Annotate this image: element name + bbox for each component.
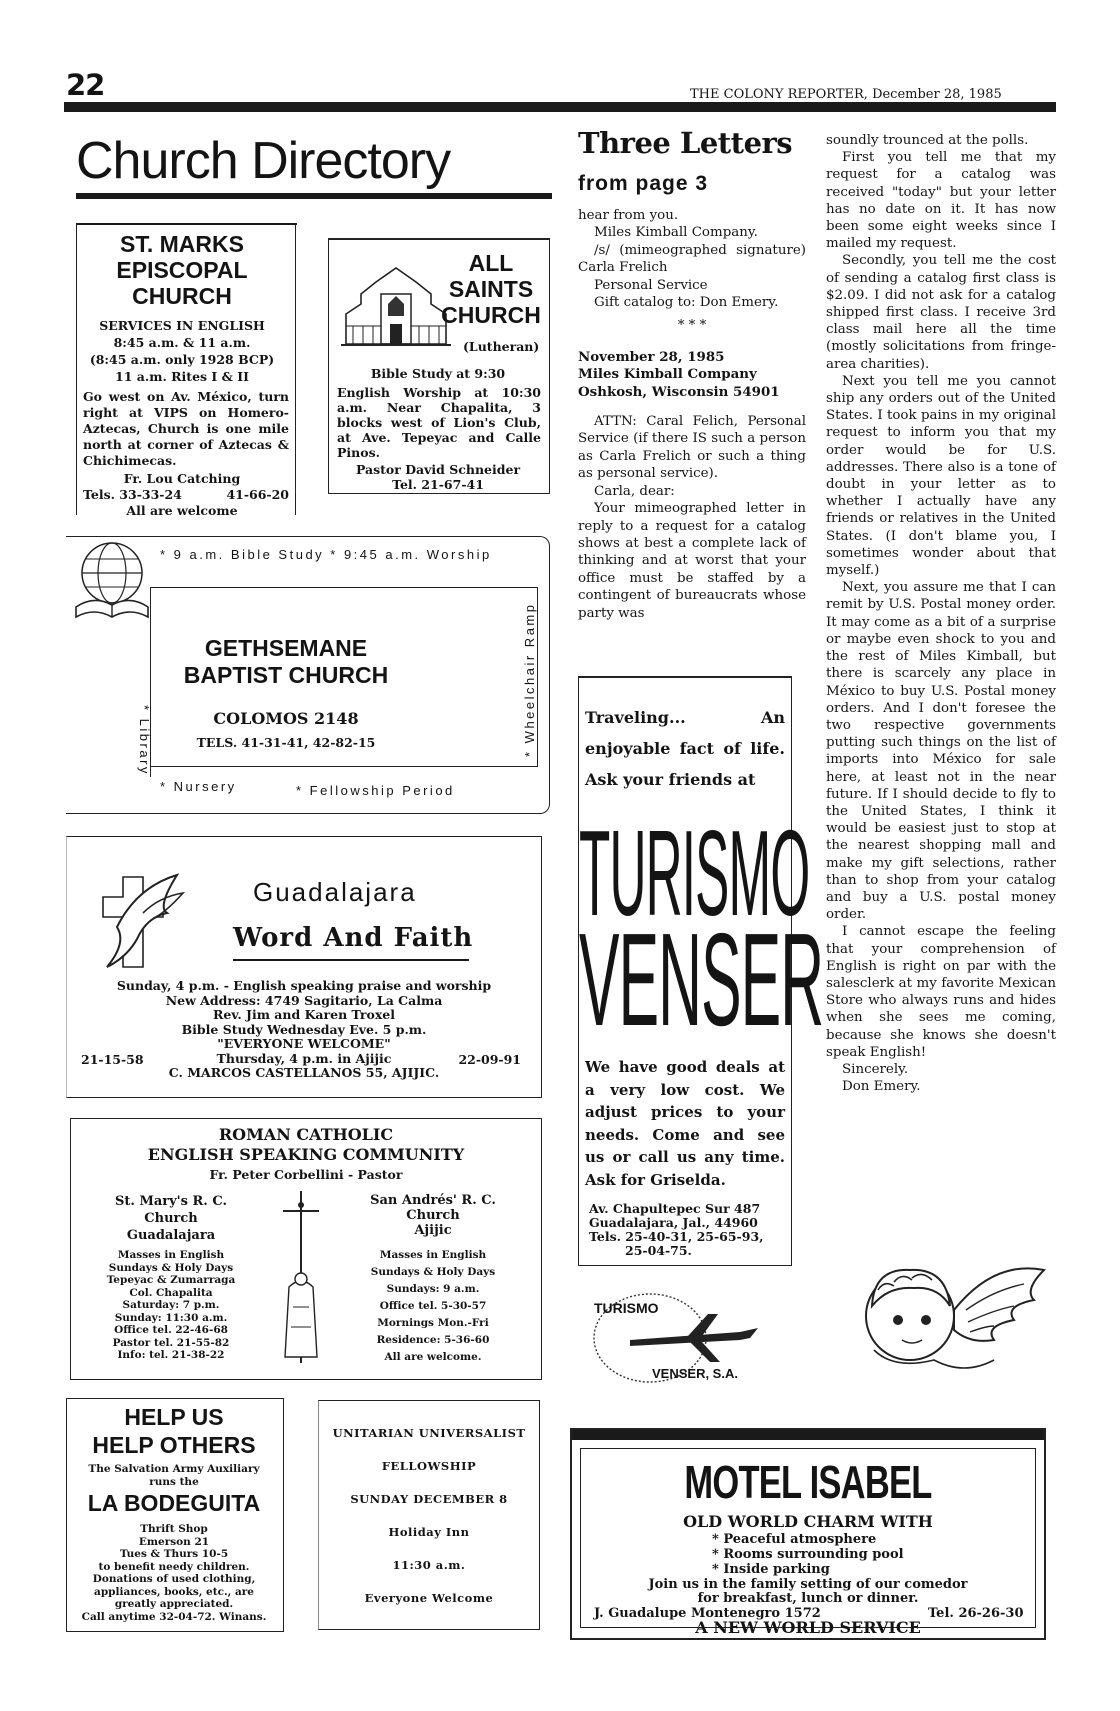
rc-right-detail-5: Mornings Mon.-Fri	[377, 1317, 489, 1329]
col2-para-6: I cannot escape the feeling that your comprehension of English is right on par with the salesclerk at my favorite Mexican Store who always runs and hides when she sees me coming, because she knows she doesn't speak English!	[826, 924, 1056, 1060]
st-marks-time-3: 11 a.m. Rites I & II	[115, 369, 249, 384]
st-marks-top-rule	[77, 223, 297, 225]
gethsemane-fellowship: * Fellowship Period	[296, 783, 455, 798]
word-faith-tel-left: 21-15-58	[81, 1052, 144, 1067]
rc-title-1: ROMAN CATHOLIC	[218, 1125, 394, 1144]
col2-para-2: First you tell me that my request for a catalog was received "today" but your letter has no date on it. It has now been some eight weeks since I mailed my request.	[826, 150, 1056, 252]
rc-pastor: Fr. Peter Corbellini - Pastor	[209, 1167, 403, 1182]
word-faith-line-5: "EVERYONE WELCOME"	[217, 1036, 391, 1051]
word-faith-line-1: Sunday, 4 p.m. - English speaking praise and worship	[116, 978, 492, 993]
rc-right-name-3: Ajijic	[414, 1223, 452, 1238]
col2-para-3: Secondly, you tell me the cost of sending a catalog first class is $2.09. I did not ask for a catalog shipped first class. I receive 3rd class mail here all the time (mostly solicitations from fringe-area charities).	[826, 253, 1056, 372]
rc-right-detail-6: Residence: 5-36-60	[376, 1334, 490, 1346]
letter2-date: November 28, 1985	[578, 348, 725, 365]
st-marks-services-heading: SERVICES IN ENGLISH	[99, 318, 265, 333]
st-marks-tels-2: 41-66-20	[226, 487, 289, 502]
gethsemane-tels: TELS. 41-31-41, 42-82-15	[196, 735, 376, 750]
st-marks-name-2: EPISCOPAL	[116, 257, 248, 283]
rc-right-name-1: San Andrés' R. C.	[370, 1193, 496, 1208]
word-faith-title-1: Guadalajara	[253, 877, 417, 907]
gethsemane-ad	[66, 536, 550, 814]
turismo-ad	[578, 676, 824, 1266]
motel-bullet-2: * Rooms surrounding pool	[712, 1547, 904, 1562]
rc-left-detail-4: Col. Chapalita	[129, 1286, 213, 1299]
rc-left-name-3: Guadalajara	[126, 1228, 216, 1243]
st-marks-welcome: All are welcome	[126, 503, 238, 518]
help-us-detail-6: Call anytime 32-04-72. Winans.	[81, 1610, 267, 1623]
rc-right-detail-7: All are welcome.	[384, 1351, 482, 1363]
word-faith-rule	[233, 959, 469, 961]
letter1-line-3: /s/ (mimeographed signature) Carla Frelich	[578, 242, 806, 276]
motel-bullet-3: * Inside parking	[712, 1562, 830, 1577]
turismo-address-2: Guadalajara, Jal., 44960	[589, 1215, 758, 1230]
church-building-icon	[341, 264, 451, 346]
motel-invite-1: Join us in the family setting of our comedor	[648, 1577, 968, 1592]
help-us-title-2: HELP OTHERS	[92, 1432, 256, 1458]
st-marks-ad	[76, 223, 296, 518]
unitarian-line-3: SUNDAY DECEMBER 8	[350, 1492, 508, 1506]
col2-para-1: soundly trounced at the polls.	[826, 133, 1029, 148]
rc-left-detail-1: Masses in English	[117, 1249, 225, 1261]
help-us-title-1: HELP US	[124, 1404, 224, 1430]
gethsemane-top-line: * 9 a.m. Bible Study * 9:45 a.m. Worship	[160, 547, 492, 562]
motel-tagline: OLD WORLD CHARM WITH	[683, 1512, 933, 1531]
turismo-logo	[590, 1288, 770, 1388]
unitarian-line-5: 11:30 a.m.	[392, 1558, 466, 1572]
help-us-detail-2: Emerson 21	[138, 1535, 210, 1548]
all-saints-ad	[328, 238, 550, 494]
letter2-city: Oshkosh, Wisconsin 54901	[578, 383, 780, 400]
letter1-line-5: Gift catalog to: Don Emery.	[594, 295, 779, 311]
gethsemane-library: * Library	[137, 705, 152, 776]
help-us-sub-1: The Salvation Army Auxiliary	[88, 1463, 260, 1475]
rc-right-detail-2: Sundays & Holy Days	[370, 1266, 496, 1278]
all-saints-denomination: (Lutheran)	[463, 339, 540, 354]
page-number: 22	[66, 68, 105, 102]
gethsemane-address: COLOMOS 2148	[213, 709, 359, 728]
all-saints-name-2: SAINTS	[448, 276, 534, 302]
gethsemane-name-1: GETHSEMANE	[204, 635, 368, 661]
rc-right-detail-1: Masses in English	[379, 1249, 487, 1261]
rc-left-detail-5: Saturday: 7 p.m.	[122, 1299, 220, 1311]
page-title: Church Directory	[76, 132, 451, 190]
motel-address: J. Guadalupe Montenegro 1572	[594, 1606, 821, 1621]
title-rule	[76, 193, 552, 199]
turismo-logo-bottom: VENSER, S.A.	[652, 1366, 738, 1381]
motel-slogan: A NEW WORLD SERVICE	[695, 1618, 921, 1637]
letter1-line-1: hear from you.	[578, 208, 679, 223]
crucifix-icon	[271, 1187, 331, 1367]
turismo-big-1: TURISMO	[579, 805, 810, 941]
word-faith-line-7: C. MARCOS CASTELLANOS 55, AJIJIC.	[168, 1065, 440, 1080]
help-us-name: LA BODEGUITA	[87, 1490, 261, 1516]
letter2-attn: ATTN: Caral Felich, Personal Service (if there IS such a person as Carla Frelich or such a thing as personal service).	[578, 414, 806, 482]
col2-para-5: Next, you assure me that I can remit by U.S. Postal money order. It may come as a bit of a surprise or maybe even shock to you and the rest of Miles Kimball, but there is scarcely any place in México to buy U.S. Postal money orders. And I don't foresee the two respective governments putting such things on the list of imports into México for sale here, at least not in the near future. If I should decide to fly to the United States, I think it would be easiest just to stop at the nearest shopping mall and make my gift selections, rather than to shop from your catalog and buy a U.S. postal money order.	[826, 580, 1056, 923]
gethsemane-nursery: * Nursery	[160, 779, 237, 794]
publication-line: THE COLONY REPORTER, December 28, 1985	[690, 87, 1002, 102]
word-faith-line-6: Thursday, 4 p.m. in Ajijic	[216, 1050, 392, 1066]
word-faith-line-3: Rev. Jim and Karen Troxel	[213, 1007, 395, 1022]
rc-left-detail-3: Tepeyac & Zumarraga	[106, 1274, 236, 1286]
turismo-address-1: Av. Chapultepec Sur 487	[589, 1201, 761, 1216]
rc-right-detail-3: Sundays: 9 a.m.	[386, 1283, 480, 1295]
gethsemane-wheelchair: * Wheelchair Ramp	[522, 602, 537, 757]
all-saints-worship: English Worship at 10:30 a.m. Near Chapalita, 3 blocks west of Lion's Club, at Ave. Tepeyac and Calle Pinos.	[337, 385, 541, 460]
letter2-para-1: Your mimeographed letter in reply to a request for a catalog shows at best a complete lack of thinking and at worst that your office must be staffed by a contingent of bureaucrats whose party was	[578, 501, 806, 621]
gethsemane-name-2: BAPTIST CHURCH	[183, 662, 389, 688]
article-headline: Three Letters	[578, 126, 793, 160]
angel-illustration	[854, 1250, 1054, 1380]
rc-right-name-2: Church	[406, 1208, 460, 1223]
rc-left-detail-9: Info: tel. 21-38-22	[117, 1349, 225, 1361]
turismo-body: We have good deals at a very low cost. We adjust prices to your needs. Come and see us or call us any time. Ask for Griselda.	[585, 1058, 785, 1189]
word-faith-title-2: Word And Faith	[233, 923, 474, 953]
st-marks-time-1: 8:45 a.m. & 11 a.m.	[113, 335, 251, 350]
help-us-detail-5: Donations of used clothing, appliances, books, etc., are greatly appreciated.	[92, 1573, 256, 1610]
unitarian-line-2: FELLOWSHIP	[381, 1459, 477, 1473]
closing-sincerely: Sincerely.	[842, 1061, 909, 1077]
rc-left-detail-6: Sunday: 11:30 a.m.	[114, 1311, 228, 1324]
st-marks-time-2: (8:45 a.m. only 1928 BCP)	[89, 352, 275, 367]
unitarian-line-6: Everyone Welcome	[364, 1591, 494, 1605]
rc-left-detail-2: Sundays & Holy Days	[108, 1261, 234, 1274]
help-us-detail-3: Tues & Thurs 10-5	[119, 1548, 229, 1560]
rc-title-2: ENGLISH SPEAKING COMMUNITY	[147, 1145, 465, 1164]
rc-left-name-2: Church	[144, 1211, 198, 1226]
word-faith-ad	[66, 836, 542, 1098]
letter2-salutation: Carla, dear:	[594, 483, 675, 499]
section-stars: * * *	[677, 318, 707, 334]
motel-invite-2: for breakfast, lunch or dinner.	[697, 1591, 919, 1606]
rc-left-detail-7: Office tel. 22-46-68	[114, 1324, 228, 1336]
rc-right-detail-4: Office tel. 5-30-57	[379, 1300, 487, 1312]
help-us-ad	[66, 1398, 284, 1632]
help-us-sub-2: runs the	[149, 1475, 199, 1488]
header-rule	[64, 102, 1056, 112]
st-marks-name-3: CHURCH	[132, 283, 232, 309]
st-marks-priest: Fr. Lou Catching	[123, 471, 241, 486]
letter1-line-4: Personal Service	[594, 277, 708, 293]
help-us-detail-4: to benefit needy children.	[98, 1560, 250, 1573]
all-saints-tel: Tel. 21-67-41	[392, 477, 484, 492]
st-marks-directions: Go west on Av. México, turn right at VIPS on Homero-Aztecas, Church is one mile north at corner of Aztecas & Chichimecas.	[83, 389, 289, 468]
letter2-company: Miles Kimball Company	[578, 366, 757, 383]
help-us-detail-1: Thrift Shop	[140, 1523, 208, 1535]
word-faith-line-2: New Address: 4749 Sagitario, La Calma	[165, 992, 443, 1008]
closing-signature: Don Emery.	[842, 1079, 921, 1095]
roman-catholic-ad	[70, 1118, 542, 1380]
motel-name: MOTEL ISABEL	[684, 1456, 932, 1508]
turismo-big-2: VENSER	[579, 906, 824, 1053]
motel-tel: Tel. 26-26-30	[928, 1606, 1024, 1621]
all-saints-name-3: CHURCH	[441, 302, 541, 328]
motel-bullet-1: * Peaceful atmosphere	[712, 1532, 877, 1547]
turismo-intro: Traveling... An enjoyable fact of life. Ask your friends at	[585, 708, 785, 789]
unitarian-line-4: Holiday Inn	[388, 1525, 470, 1539]
motel-ad	[570, 1428, 1046, 1640]
word-faith-tel-right: 22-09-91	[458, 1052, 521, 1067]
turismo-address-4: 25-04-75.	[625, 1243, 692, 1258]
all-saints-pastor: Pastor David Schneider	[355, 462, 521, 477]
unitarian-line-1: UNITARIAN UNIVERSALIST	[332, 1426, 526, 1440]
rc-left-detail-8: Pastor tel. 21-55-82	[112, 1336, 230, 1349]
col2-para-4: Next you tell me you cannot ship any orders out of the United States. I took pains in my original request to inform you that my order would be for U.S. addresses. There also is a tone of doubt in your letter as to whether I actually have any friends or relatives in the United States. (I don't blame you, I sometimes wonder about that myself.)	[826, 373, 1056, 579]
all-saints-name-1: ALL	[468, 250, 514, 276]
turismo-address-3: Tels. 25-40-31, 25-65-93,	[589, 1229, 764, 1244]
dove-cross-icon	[87, 867, 197, 977]
all-saints-bible-study: Bible Study at 9:30	[370, 366, 506, 381]
letter1-line-2: Miles Kimball Company.	[594, 225, 758, 241]
turismo-logo-top: TURISMO	[594, 1300, 659, 1316]
st-marks-tels-1: Tels. 33-33-24	[83, 487, 182, 502]
st-marks-name-1: ST. MARKS	[120, 231, 244, 257]
bible-globe-icon	[70, 537, 154, 627]
rc-left-name-1: St. Mary's R. C.	[115, 1194, 227, 1209]
word-faith-line-4: Bible Study Wednesday Eve. 5 p.m.	[181, 1021, 427, 1037]
article-subhead: from page 3	[578, 172, 709, 195]
unitarian-ad	[318, 1400, 540, 1630]
